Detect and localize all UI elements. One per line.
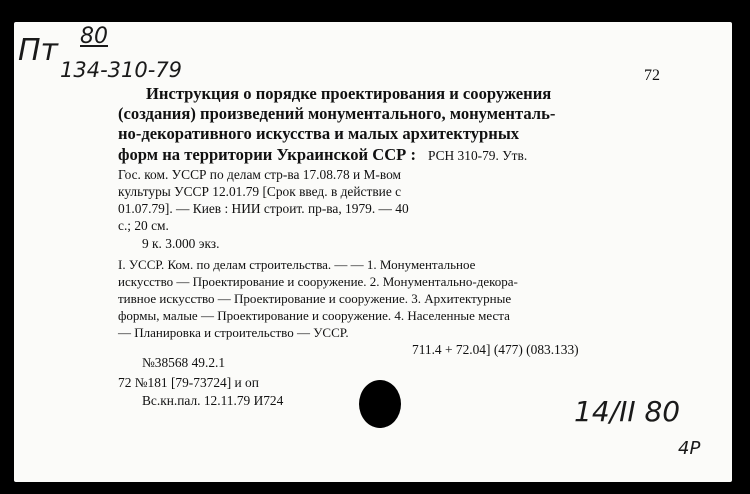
handwritten-code: 134-310-79: [60, 58, 183, 82]
subject-line: тивное искусство — Проектирование и сооружение. 3. Архитектурные: [118, 291, 512, 306]
classification-index: 711.4 + 72.04] (477) (083.133): [412, 342, 579, 357]
subject-line: искусство — Проектирование и сооружение. 2. Монументально-декора-: [118, 274, 518, 289]
subject-line: формы, малые — Проектирование и сооружение. 4. Населенные места: [118, 308, 510, 323]
subject-line: — Планировка и строительство — УССР.: [118, 325, 349, 340]
handwritten-corner-mark: 4P: [678, 438, 701, 459]
imprint-line: культуры УССР 12.01.79 [Срок введ. в действие с: [118, 184, 402, 199]
catalog-date: Вс.кн.пал. 12.11.79 И724: [142, 393, 284, 408]
handwritten-number: 80: [80, 24, 108, 49]
subject-line: I. УССР. Ком. по делам строительства. — — 1. Монументальное: [118, 257, 476, 272]
title-end: форм на территории Украинской ССР :: [118, 145, 416, 164]
standard-number: РСН 310-79. Утв.: [428, 148, 528, 163]
imprint-line: Гос. ком. УССР по делам стр-ва 17.08.78 и М-вом: [118, 167, 402, 182]
title-line: (создания) произведений монументального, монументаль-: [118, 104, 556, 123]
title-line-last: [118, 147, 527, 164]
registry-line: 72 №181 [79-73724] и оп: [118, 375, 259, 390]
print-run: 9 к. 3.000 экз.: [142, 236, 220, 251]
order-number: №38568 49.2.1: [142, 355, 226, 370]
title-line: Инструкция о порядке проектирования и сооружения: [146, 84, 552, 103]
handwritten-shelf-mark: Пт: [18, 33, 59, 68]
handwritten-date: 14/II 80: [574, 395, 681, 428]
imprint-line: 01.07.79]. — Киев : НИИ строит. пр-ва, 1979. — 40: [118, 201, 409, 216]
catalog-card: [14, 22, 732, 482]
title-line: но-декоративного искусства и малых архитектурных: [118, 124, 520, 143]
ink-blot: [359, 380, 401, 428]
imprint-line: с.; 20 см.: [118, 218, 169, 233]
card-number: 72: [644, 67, 660, 84]
